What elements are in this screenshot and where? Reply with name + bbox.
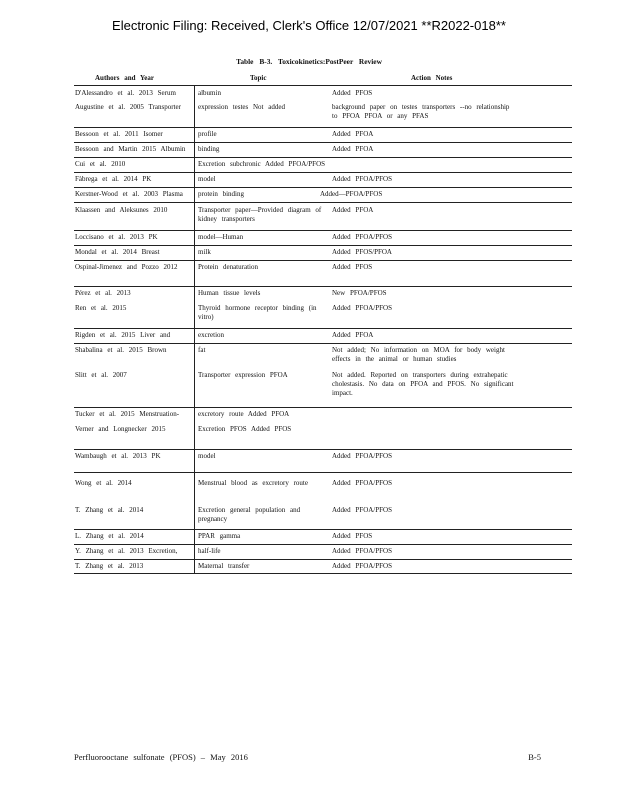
action-cell: Added PFOA/PFOS [332,175,392,183]
table-rule [74,245,572,246]
action-cell: Added PFOS/PFOA [332,248,392,256]
column-header-authors: Authors and Year [95,74,155,82]
action-cell: New PFOA/PFOS [332,289,387,297]
table-rule [74,187,572,188]
table-rule [74,529,572,530]
action-cell: background paper on testes transporters --no relationship to PFOA PFOA or any PFAS [332,103,510,120]
author-cell: Mondal et al. 2014 Breast [75,248,160,256]
author-cell: Ospinal-Jimenez and Pozzo 2012 [75,263,178,271]
table-rule [74,85,572,86]
author-cell: Ren et al. 2015 [75,304,127,312]
topic-cell: Transporter expression PFOA [198,371,288,379]
table-rule [74,157,572,158]
table-rule [74,407,572,408]
filing-header: Electronic Filing: Received, Clerk's Office 12/07/2021 **R2022-018** [112,18,506,33]
author-cell: Bessoon and Martin 2015 Albumin [75,145,186,153]
author-cell: Bessoon et al. 2011 Isomer [75,130,163,138]
action-cell: Added PFOA/PFOS [332,233,392,241]
action-cell: Added PFOA/PFOS [332,479,392,487]
table-rule [74,286,572,287]
table-rule [74,260,572,261]
table-rule [74,343,572,344]
topic-cell: Thyroid hormone receptor binding (in vitro) [198,304,317,321]
footer-document-title: Perfluorooctane sulfonate (PFOS) – May 2016 [74,752,248,762]
topic-cell: model [198,175,216,183]
author-cell: Klaassen and Aleksunes 2010 [75,206,168,214]
author-cell: Shabalina et al. 2015 Brown [75,346,167,354]
author-cell: L. Zhang et al. 2014 [75,532,144,540]
topic-cell: Excretion subchronic Added PFOA/PFOS [198,160,326,168]
action-cell: Not added; No information on MOA for body weight effects in the animal or human studies [332,346,505,363]
topic-cell: Human tissue levels [198,289,261,297]
author-cell: Wong et al. 2014 [75,479,132,487]
action-cell: Added PFOA/PFOS [332,506,392,514]
action-cell: Added PFOA [332,130,374,138]
author-cell: Tucker et al. 2015 Menstruation- [75,410,180,418]
topic-cell: milk [198,248,211,256]
author-cell: Fàbrega et al. 2014 PK [75,175,152,183]
author-cell: Pérez et al. 2013 [75,289,131,297]
author-cell: Y. Zhang et al. 2013 Excretion, [75,547,178,555]
topic-cell: Maternal transfer [198,562,250,570]
topic-cell: fat [198,346,206,354]
table-rule [74,172,572,173]
topic-cell: Transporter paper—Provided diagram of kidney transporters [198,206,322,223]
author-cell: Kerstner-Wood et al. 2003 Plasma [75,190,183,198]
table-rule [74,573,572,574]
author-cell: Verner and Longnecker 2015 [75,425,166,433]
author-cell: T. Zhang et al. 2014 [75,506,144,514]
action-cell: Added PFOA [332,331,374,339]
table-title: Table B-3. Toxicokinetics:PostPeer Review [236,57,382,66]
action-cell: Added PFOA [332,206,374,214]
action-cell: Added—PFOA/PFOS [320,190,383,198]
topic-cell: Excretion PFOS Added PFOS [198,425,292,433]
author-cell: Cui et al. 2010 [75,160,126,168]
author-cell: Augustine et al. 2005 Transporter [75,103,181,111]
author-cell: D'Alessandro et al. 2013 Serum [75,89,176,97]
action-cell: Added PFOA/PFOS [332,304,392,312]
table-rule [74,449,572,450]
action-cell: Added PFOS [332,263,373,271]
table-rule [74,202,572,203]
topic-cell: model—Human [198,233,244,241]
table-rule [74,328,572,329]
table-rule [74,230,572,231]
author-cell: Loccisano et al. 2013 PK [75,233,158,241]
topic-cell: protein binding [198,190,244,198]
table-rule [74,127,572,128]
topic-cell: Excretion general population and pregnancy [198,506,301,523]
topic-cell: excretion [198,331,225,339]
action-cell: Added PFOA/PFOS [332,452,392,460]
topic-cell: excretory route Added PFOA [198,410,290,418]
author-cell: Rigden et al. 2015 Liver and [75,331,171,339]
action-cell: Added PFOS [332,532,373,540]
action-cell: Added PFOA/PFOS [332,562,392,570]
topic-cell: model [198,452,216,460]
page-number: B-5 [528,752,541,762]
topic-cell: albumin [198,89,221,97]
action-cell: Added PFOA [332,145,374,153]
column-header-topic: Topic [250,74,267,82]
topic-cell: Protein denaturation [198,263,258,271]
action-cell: Added PFOS [332,89,373,97]
topic-cell: PPAR gamma [198,532,241,540]
column-header-action: Action Notes [411,74,453,82]
table-rule [74,559,572,560]
topic-cell: half-life [198,547,221,555]
topic-cell: profile [198,130,217,138]
column-divider [194,85,195,573]
author-cell: Wambaugh et al. 2013 PK [75,452,161,460]
table-rule [74,544,572,545]
author-cell: Slitt et al. 2007 [75,371,127,379]
action-cell: Not added. Reported on transporters during extrahepatic cholestasis. No data on PFOA and PFOS. No significant impact. [332,371,514,397]
topic-cell: binding [198,145,220,153]
topic-cell: expression testes Not added [198,103,285,111]
table-rule [74,142,572,143]
author-cell: T. Zhang et al. 2013 [75,562,144,570]
action-cell: Added PFOA/PFOS [332,547,392,555]
topic-cell: Menstrual blood as excretory route [198,479,308,487]
table-rule [74,472,572,473]
